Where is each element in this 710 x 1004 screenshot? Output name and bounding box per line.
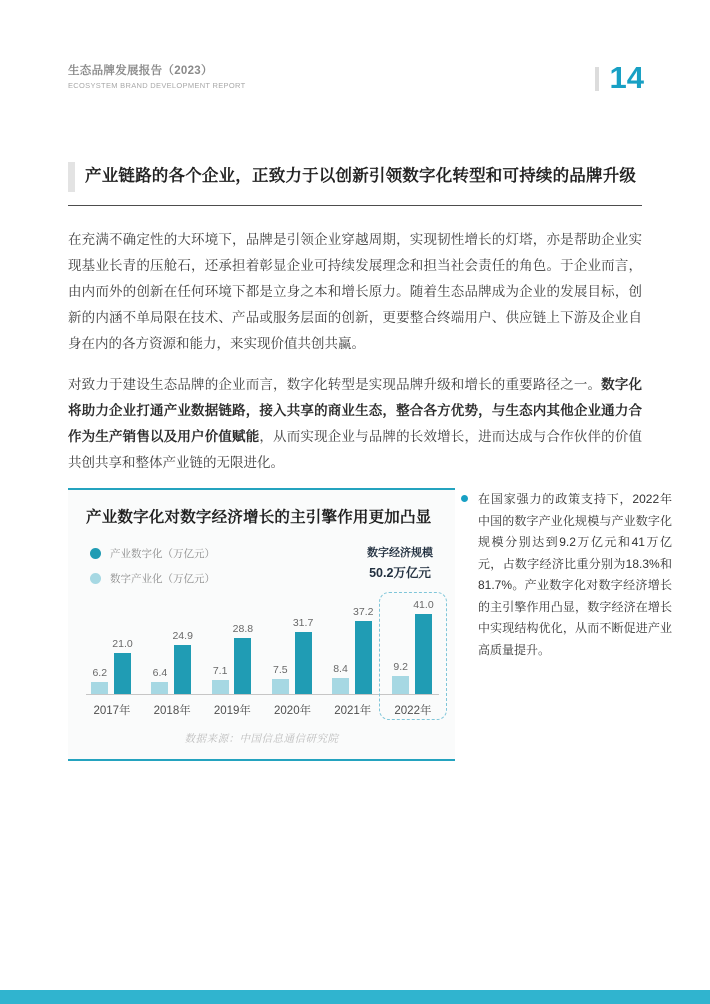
bar-value-label: 7.1 — [212, 665, 228, 678]
report-title-en: ECOSYSTEM BRAND DEVELOPMENT REPORT — [68, 81, 246, 90]
page-number-block — [595, 62, 644, 93]
sidebar-note — [460, 489, 672, 661]
bar — [332, 678, 349, 694]
bar-value-label: 41.0 — [413, 599, 434, 612]
x-axis-tick-label: 2021年 — [334, 705, 372, 717]
bar — [91, 682, 108, 694]
legend-label: 数字产业化（万亿元） — [110, 573, 215, 585]
annotation-label: 数字经济规模 — [367, 547, 433, 559]
chart-bar-group — [206, 594, 258, 720]
sidebar-note-text: 在国家强力的政策支持下，2022年中国的数字产业化规模与产业数字化规模分别达到9.2万亿元和41万亿元，占数字经济比重分别为18.3%和81.7%。产业数字化对数字经济增长的主引擎作用凸显，数字经济在增长中实现结构优化，从而不断促进产业高质量提升。 — [478, 492, 672, 657]
chart-bar-group — [86, 594, 138, 720]
section-title: 产业链路的各个企业，正致力于以创新引领数字化转型和可持续的品牌升级 — [85, 167, 637, 186]
page-number: 14 — [609, 60, 644, 95]
x-axis-tick-label: 2020年 — [274, 705, 312, 717]
paragraph-1: 在充满不确定性的大环境下，品牌是引领企业穿越周期，实现韧性增长的灯塔，亦是帮助企业实现基业长青的压舱石，还承担着彰显企业可持续发展理念和担当社会责任的角色。于企业而言，由内而外的创新在任何环境下都是立身之本和增长原力。随着生态品牌成为企业的发展目标，创新的内涵不单局限在技术、产品或服务层面的创新，更要整合终端用户、供应链上下游及企业自身在内的各方资源和能力，来实现价值共创共赢。 — [68, 232, 642, 351]
paragraph-2 — [68, 372, 642, 476]
chart-plot — [86, 594, 439, 722]
x-axis-tick-label: 2018年 — [153, 705, 191, 717]
report-title-cn: 生态品牌发展报告（2023） — [68, 65, 213, 77]
bullet-icon — [461, 495, 468, 502]
chart-bar-group — [146, 594, 198, 720]
chart-panel — [68, 488, 455, 761]
legend-dot-dark-icon — [90, 548, 101, 559]
report-title-block — [68, 62, 245, 90]
bar — [212, 680, 229, 694]
chart-title: 产业数字化对数字经济增长的主引擎作用更加凸显 — [86, 509, 432, 526]
chart-groups — [86, 594, 439, 720]
legend-item-industry-digitalization — [90, 546, 215, 561]
chart-legend — [90, 546, 215, 596]
chart-bar-group — [327, 594, 379, 720]
legend-item-digital-industrialization — [90, 571, 215, 586]
bar-value-label: 6.2 — [92, 666, 108, 679]
legend-label: 产业数字化（万亿元） — [110, 548, 215, 560]
page-header — [68, 62, 644, 93]
bar-value-label: 28.8 — [232, 622, 254, 635]
body-copy — [68, 227, 642, 476]
chart-bar-group — [387, 594, 439, 720]
paragraph-2-bold: 数字化将助力企业打通产业数据链路，接入共享的商业生态，整合各方优势，与生态内其他企业通力合作为生产销售以及用户价值赋能 — [68, 377, 643, 444]
chart-source: 数据来源：中国信息通信研究院 — [184, 733, 339, 745]
highlight-box — [379, 592, 447, 720]
bar-value-label: 6.4 — [152, 666, 168, 679]
x-axis-tick-label: 2022年 — [394, 705, 432, 717]
bar-value-label: 9.2 — [393, 661, 409, 674]
bar-value-label: 21.0 — [112, 638, 133, 651]
x-axis-tick-label: 2017年 — [93, 705, 131, 717]
bar-value-label: 8.4 — [333, 662, 348, 675]
section-header — [68, 162, 642, 206]
bar — [174, 645, 191, 694]
section-accent-bar — [68, 162, 75, 192]
bar — [114, 653, 131, 694]
bar-value-label: 24.9 — [172, 630, 193, 643]
bar-value-label: 31.7 — [292, 617, 314, 630]
legend-dot-light-icon — [90, 573, 101, 584]
bar — [151, 682, 168, 694]
chart-annotation — [367, 544, 433, 581]
bar — [272, 679, 289, 694]
bar-value-label: 7.5 — [273, 664, 288, 677]
bar — [234, 638, 251, 694]
bar — [295, 632, 312, 694]
bottom-accent-bar — [0, 990, 710, 1004]
chart-bar-group — [267, 594, 319, 720]
paragraph-2-lead: 对致力于建设生态品牌的企业而言，数字化转型是实现品牌升级和增长的重要路径之一。 — [68, 377, 602, 392]
bar-value-label: 37.2 — [353, 606, 374, 619]
page-number-divider — [595, 67, 599, 91]
annotation-value: 50.2万亿元 — [369, 566, 431, 580]
paragraph-2-tail: ，从而实现企业与品牌的长效增长，进而达成与合作伙伴的价值共创共享和整体产业链的无限进化。 — [68, 429, 642, 470]
x-axis-tick-label: 2019年 — [213, 705, 251, 717]
bar — [355, 621, 372, 694]
